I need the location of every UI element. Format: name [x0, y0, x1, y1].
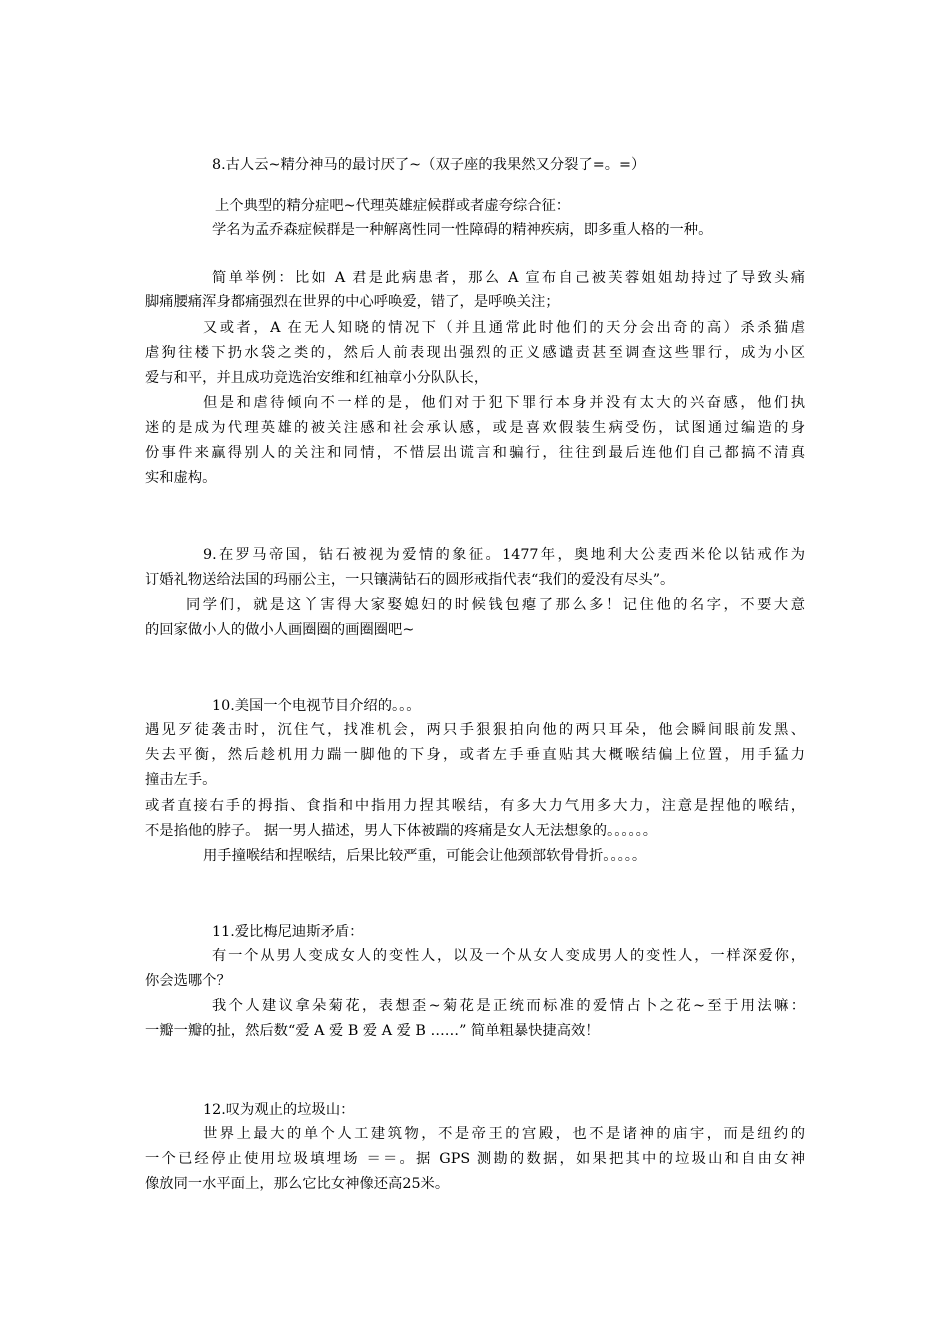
paragraph-line: 份事件来赢得别人的关注和同情，不惜层出谎言和骗行，往往到最后连他们自己都搞不清真 [145, 445, 805, 461]
paragraph-line: 有一个从男人变成女人的变性人，以及一个从女人变成男人的变性人，一样深爱你， [212, 948, 805, 964]
paragraph-line: 失去平衡，然后趁机用力踹一脚他的下身，或者左手垂直贴其大概喉结偏上位置，用手猛力 [145, 747, 805, 763]
paragraph-line: 又或者，A 在无人知晓的情况下（并且通常此时他们的天分会出奇的高）杀杀猫虐 [203, 320, 805, 336]
paragraph-line: 实和虚构。 [145, 470, 217, 486]
paragraph-line: 但是和虐待倾向不一样的是，他们对于犯下罪行本身并没有太大的兴奋感，他们执 [203, 395, 805, 411]
paragraph-line: 遇见歹徒袭击时，沉住气，找准机会，两只手狠狠拍向他的两只耳朵，他会瞬间眼前发黑、 [145, 722, 805, 738]
paragraph-line: 同学们，就是这丫害得大家娶媳妇的时候钱包瘪了那么多！记住他的名字，不要大意 [186, 597, 805, 613]
section-8-title: 8.古人云~精分神马的最讨厌了~（双子座的我果然又分裂了=。=） [212, 157, 646, 173]
paragraph-line: 或者直接右手的拇指、食指和中指用力捏其喉结，有多大力气用多大力，注意是捏他的喉结， [145, 798, 805, 814]
paragraph-line: 一个已经停止使用垃圾填埋场 ＝＝。据 GPS 测勘的数据，如果把其中的垃圾山和自由女神 [145, 1151, 805, 1167]
paragraph-line: 我个人建议拿朵菊花，表想歪~菊花是正统而标准的爱情占卜之花~至于用法嘛： [212, 998, 805, 1014]
paragraph-line: 的回家做小人的做小人画圈圈的画圈圈吧~ [145, 622, 415, 638]
section-9-title: 9.在罗马帝国，钻石被视为爱情的象征。1477年，奥地利大公麦西米伦以钻戒作为 [203, 547, 805, 563]
paragraph-line: 上个典型的精分症吧~代理英雄症候群或者虚夸综合征： [215, 198, 571, 214]
section-11-title: 11.爱比梅尼迪斯矛盾： [212, 924, 364, 940]
section-10-title: 10.美国一个电视节目介绍的。。。 [212, 698, 421, 714]
paragraph-line: 世界上最大的单个人工建筑物，不是帝王的宫殿，也不是诸神的庙宇，而是纽约的 [203, 1126, 805, 1142]
paragraph-line: 爱与和平，并且成功竞选治安维和红袖章小分队队长， [145, 370, 489, 386]
paragraph-line: 不是掐他的脖子。 据一男人描述，男人下体被踹的疼痛是女人无法想象的。。。。。。 [145, 823, 658, 839]
paragraph-line: 订婚礼物送给法国的玛丽公主，一只镶满钻石的圆形戒指代表“我们的爱没有尽头”。 [145, 572, 675, 588]
paragraph-line: 脚痛腰痛浑身都痛强烈在世界的中心呼唤爱，错了，是呼唤关注； [145, 294, 560, 310]
paragraph-line: 一瓣一瓣的扯，然后数“爱 A 爱 B 爱 A 爱 B ……” 简单粗暴快捷高效！ [145, 1023, 600, 1039]
paragraph-line: 简单举例：比如 A 君是此病患者，那么 A 宣布自己被芙蓉姐姐劫持过了导致头痛 [212, 270, 805, 286]
paragraph-line: 用手撞喉结和捏喉结，后果比较严重，可能会让他颈部软骨骨折。。。。。 [203, 848, 647, 864]
section-12-title: 12.叹为观止的垃圾山： [203, 1102, 355, 1118]
paragraph-line: 像放同一水平面上，那么它比女神像还高25米。 [145, 1176, 450, 1192]
paragraph-line: 你会选哪个？ [145, 973, 231, 989]
paragraph-line: 撞击左手。 [145, 772, 217, 788]
paragraph-line: 虐狗往楼下扔水袋之类的，然后人前表现出强烈的正义感谴责甚至调查这些罪行，成为小区 [145, 345, 805, 361]
paragraph-line: 迷的是成为代理英雄的被关注感和社会承认感，或是喜欢假装生病受伤，试图通过编造的身 [145, 420, 805, 436]
paragraph-line: 学名为孟乔森症候群是一种解离性同一性障碍的精神疾病，即多重人格的一种。 [212, 222, 713, 238]
